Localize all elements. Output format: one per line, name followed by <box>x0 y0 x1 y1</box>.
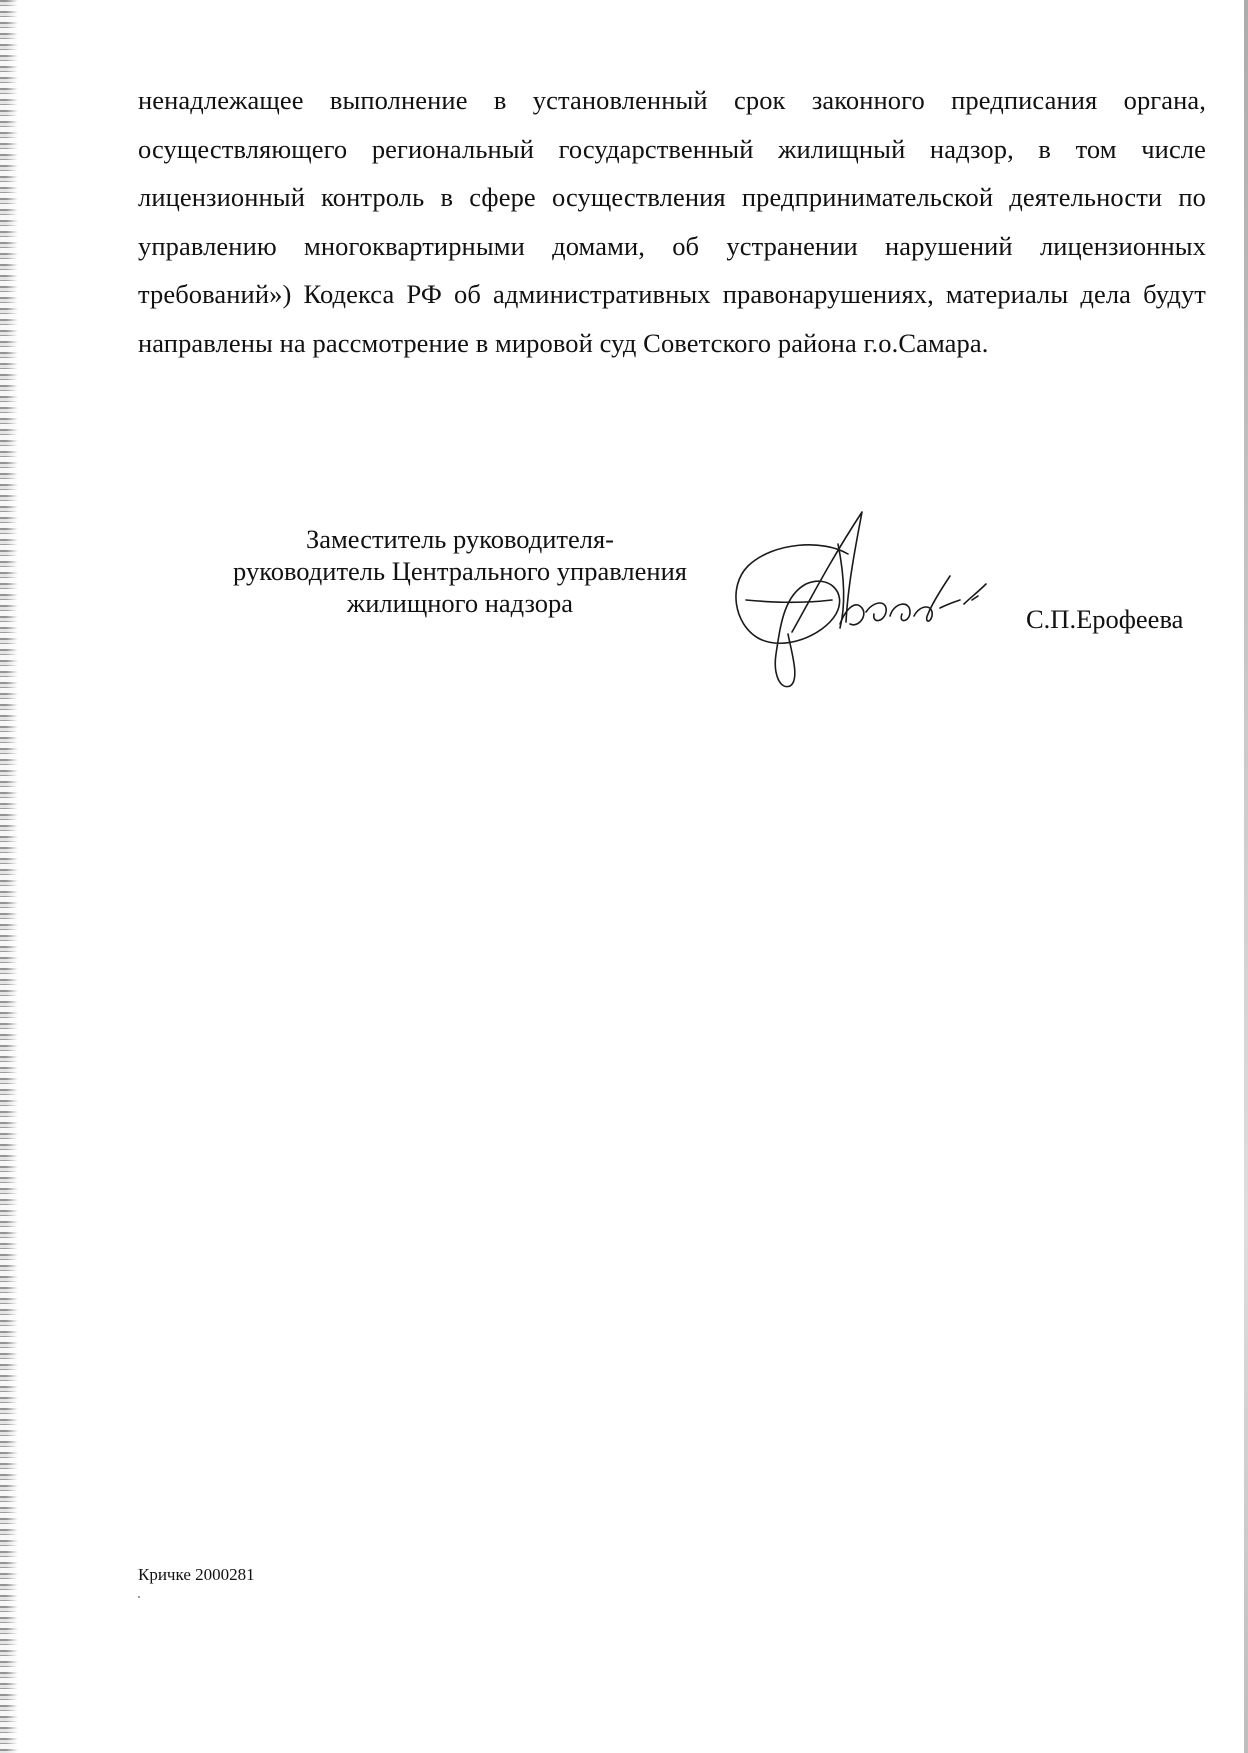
signatory-title-line-2: руководитель Центрального управления <box>233 556 687 586</box>
executor-note: Кричке 2000281 <box>138 1565 255 1584</box>
signatory-title <box>200 523 720 619</box>
signatory-name: С.П.Ерофеева <box>1026 604 1184 634</box>
signatory-title-line-3: жилищного надзора <box>346 588 574 618</box>
scan-speck <box>138 1596 140 1598</box>
signature-icon <box>728 504 996 694</box>
scan-edge-left <box>0 0 18 1753</box>
signatory-title-line-1: Заместитель руководителя- <box>305 524 615 554</box>
scan-edge-right <box>1244 0 1248 1753</box>
body-paragraph: ненадлежащее выполнение в установленный срок законного предписания органа, осуществляющего региональный государственный жилищный надзор, в том числе лицензионный контроль в сфере осуществления предпринимательской деятельности по управлению многоквартирными домами, об устранении нарушений лицензионных требований») Кодекса РФ об административных правонарушениях, материалы дела будут направлены на рассмотрение в мировой суд Советского района г.о.Самара. <box>138 85 1206 358</box>
